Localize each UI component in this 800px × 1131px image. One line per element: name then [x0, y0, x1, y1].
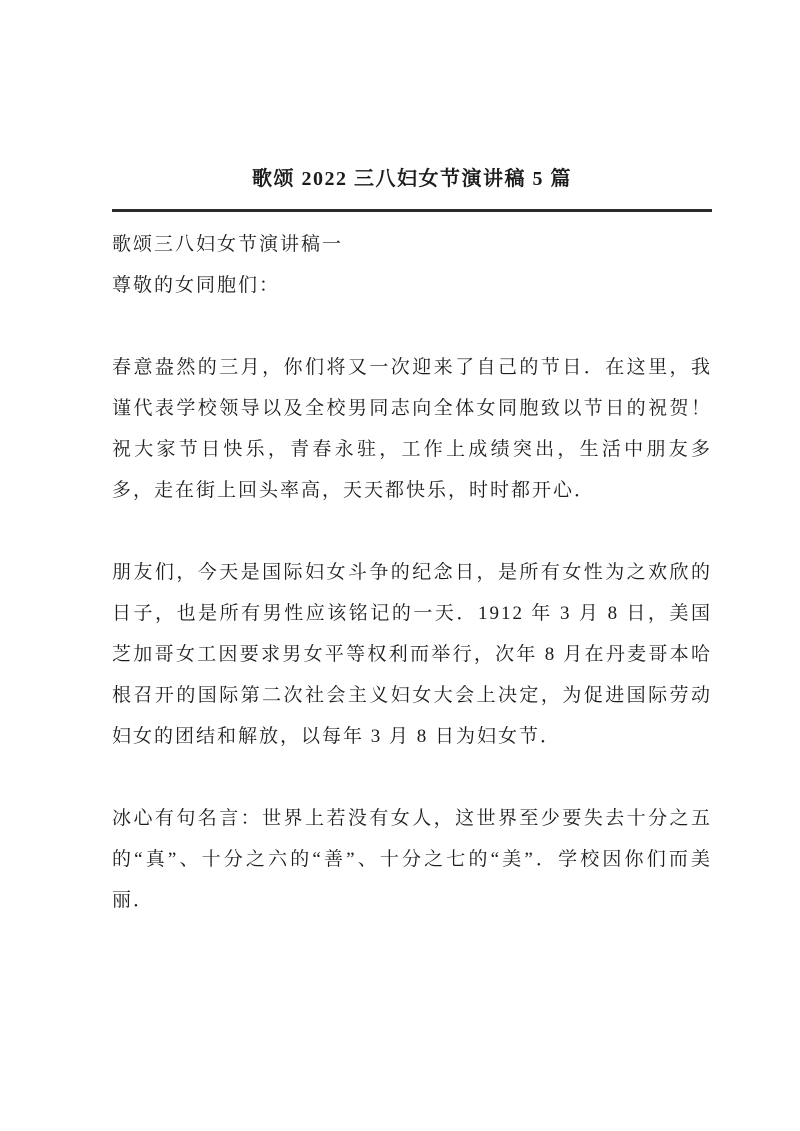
- title-divider: [112, 209, 712, 212]
- document-body: [112, 224, 712, 921]
- body-paragraph: 朋友们，今天是国际妇女斗争的纪念日，是所有女性为之欢欣的日子，也是所有男性应该铭记的一天．1912 年 3 月 8 日，美国芝加哥女工因要求男女平等权利而举行，次年 8 月在丹麦哥本哈根召开的国际第二次社会主义妇女大会上决定，为促进国际劳动妇女的团结和解放，以每年 3 月 8 日为妇女节．: [112, 562, 712, 747]
- body-paragraph: 春意盎然的三月，你们将又一次迎来了自己的节日．在这里，我谨代表学校领导以及全校男同志向全体女同胞致以节日的祝贺！祝大家节日快乐，青春永驻，工作上成绩突出，生活中朋友多多，走在街上回头率高，天天都快乐，时时都开心．: [112, 357, 712, 501]
- body-paragraph: 冰心有句名言：世界上若没有女人，这世界至少要失去十分之五的“真”、十分之六的“善”、十分之七的“美”．学校因你们而美丽．: [112, 808, 712, 911]
- section-heading: 歌颂三八妇女节演讲稿一: [112, 234, 344, 255]
- salutation-line: 尊敬的女同胞们：: [112, 275, 281, 296]
- document-title: 歌颂 2022 三八妇女节演讲稿 5 篇: [252, 168, 572, 190]
